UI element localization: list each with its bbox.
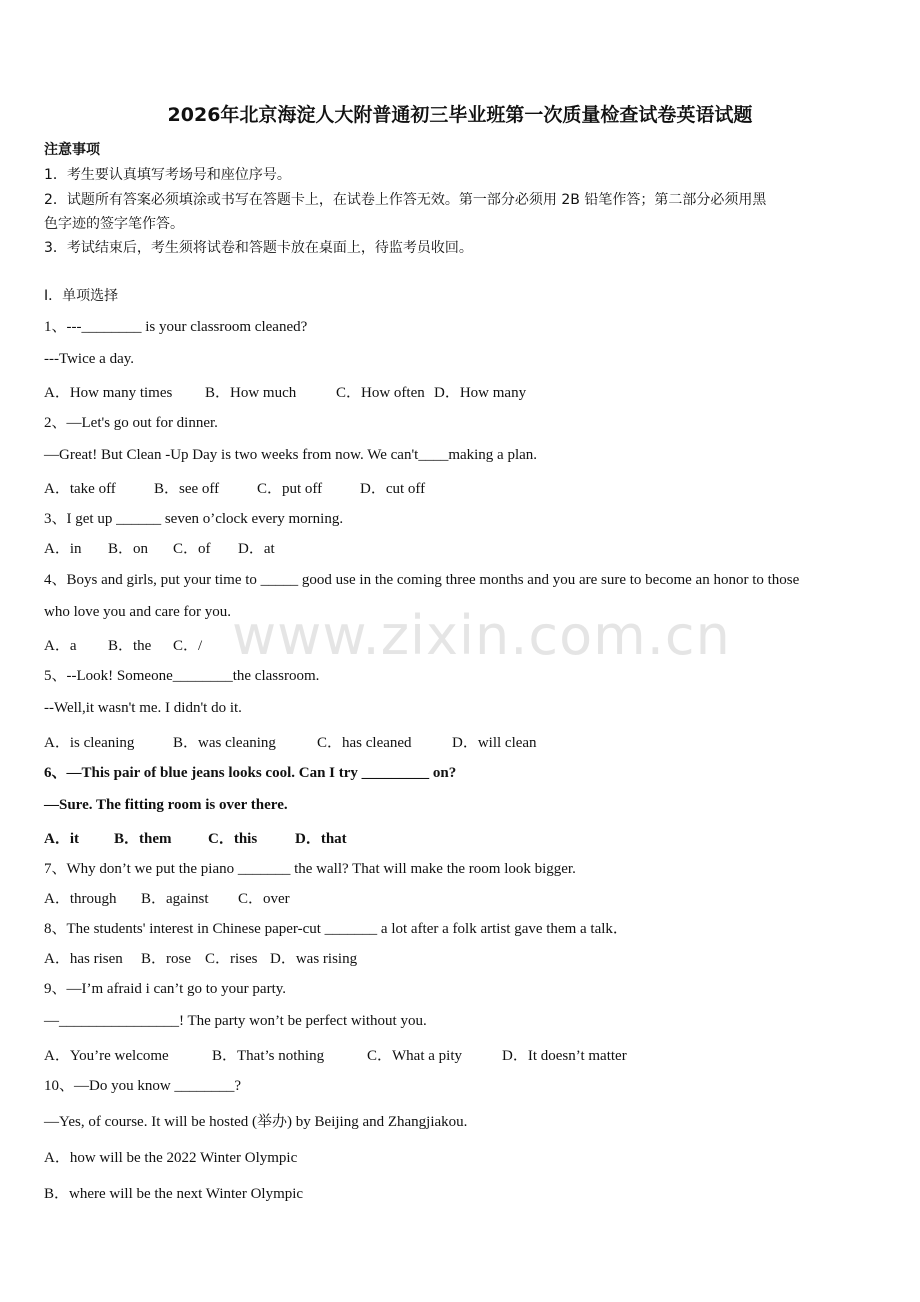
question-8-option-b: B．rose [141,951,191,967]
question-4-option-b: B．the [108,638,152,654]
page-title: 2026年北京海淀人大附普通初三毕业班第一次质量检查试卷英语试题 [167,104,753,126]
question-6-option-d: D．that [295,831,347,847]
question-6-stem: 6、—This pair of blue jeans looks cool. Can I try _________ on? [44,765,457,781]
question-1-option-c: C．How often [336,385,425,401]
question-9-option-c: C．What a pity [367,1048,462,1064]
question-8-stem: 8、The students' interest in Chinese paper-cut _______ a lot after a folk artist gave them a talk． [44,921,628,937]
question-10-stem: 10、—Do you know ________? [44,1078,242,1094]
question-6-option-b: B．them [114,831,172,847]
question-9-stem: 9、—I’m afraid i can’t go to your party. [44,981,287,997]
question-3-option-a: A．in [44,541,82,557]
question-2-line2: —Great! But Clean -Up Day is two weeks from now. We can't____making a plan. [44,447,538,463]
question-3-option-b: B．on [108,541,149,557]
question-10-line2: —Yes, of course. It will be hosted (举办) by Beijing and Zhangjiakou. [44,1114,468,1130]
question-4-option-a: A．a [44,638,77,654]
notice-heading: 注意事项 [44,142,100,158]
question-9-option-d: D．It doesn’t matter [502,1048,627,1064]
question-3-option-c: C．of [173,541,211,557]
question-9-option-b: B．That’s nothing [212,1048,325,1064]
question-9-option-a: A．You’re welcome [44,1048,169,1064]
question-2-option-b: B．see off [154,481,220,497]
question-4-option-c: C．/ [173,638,203,654]
question-10-option-b: B．where will be the next Winter Olympic [44,1186,304,1202]
question-10-option-a: A．how will be the 2022 Winter Olympic [44,1150,298,1166]
question-9-line2: —________________! The party won’t be perfect without you. [44,1013,427,1029]
question-3-option-d: D．at [238,541,275,557]
question-2-stem: 2、—Let's go out for dinner. [44,415,218,431]
question-3-stem: 3、I get up ______ seven o’clock every morning. [44,511,344,527]
section-heading: Ⅰ．单项选择 [44,288,119,304]
question-2-option-c: C．put off [257,481,323,497]
question-8-option-c: C．rises [205,951,258,967]
notice-item-1: 1．考生要认真填写考场号和座位序号。 [44,167,291,183]
question-4-stem: 4、Boys and girls, put your time to _____ good use in the coming three months and you are sure to become an honor to those [44,572,800,588]
question-7-option-c: C．over [238,891,290,907]
question-1-line2: ---Twice a day. [44,351,135,367]
watermark: www.zixin.com.cn [232,604,731,667]
question-1-option-b: B．How much [205,385,297,401]
question-4-line2: who love you and care for you. [44,604,232,620]
question-5-option-d: D．will clean [452,735,537,751]
question-1-option-d: D．How many [434,385,527,401]
question-7-option-b: B．against [141,891,209,907]
question-1-stem: 1、---________ is your classroom cleaned? [44,319,308,335]
question-6-option-c: C．this [208,831,258,847]
question-5-option-a: A．is cleaning [44,735,135,751]
question-1-option-a: A．How many times [44,385,173,401]
question-6-option-a: A．it [44,831,79,847]
question-5-option-c: C．has cleaned [317,735,412,751]
question-6-line2: —Sure. The fitting room is over there. [44,797,288,813]
notice-item-2: 2．试题所有答案必须填涂或书写在答题卡上，在试卷上作答无效。第一部分必须用 2B 铅笔作答；第二部分必须用黑 [44,192,767,208]
notice-item-3: 3．考试结束后，考生须将试卷和答题卡放在桌面上，待监考员收回。 [44,240,473,256]
question-2-option-a: A．take off [44,481,116,497]
question-8-option-a: A．has risen [44,951,123,967]
notice-item-2-cont: 色字迹的签字笔作答。 [44,216,184,232]
question-7-stem: 7、Why don’t we put the piano _______ the wall? That will make the room look bigger. [44,861,576,877]
question-7-option-a: A．through [44,891,117,907]
question-5-stem: 5、--Look! Someone________the classroom. [44,668,320,684]
question-8-option-d: D．was rising [270,951,358,967]
question-2-option-d: D．cut off [360,481,426,497]
question-5-option-b: B．was cleaning [173,735,276,751]
question-5-line2: --Well,it wasn't me. I didn't do it. [44,700,242,716]
